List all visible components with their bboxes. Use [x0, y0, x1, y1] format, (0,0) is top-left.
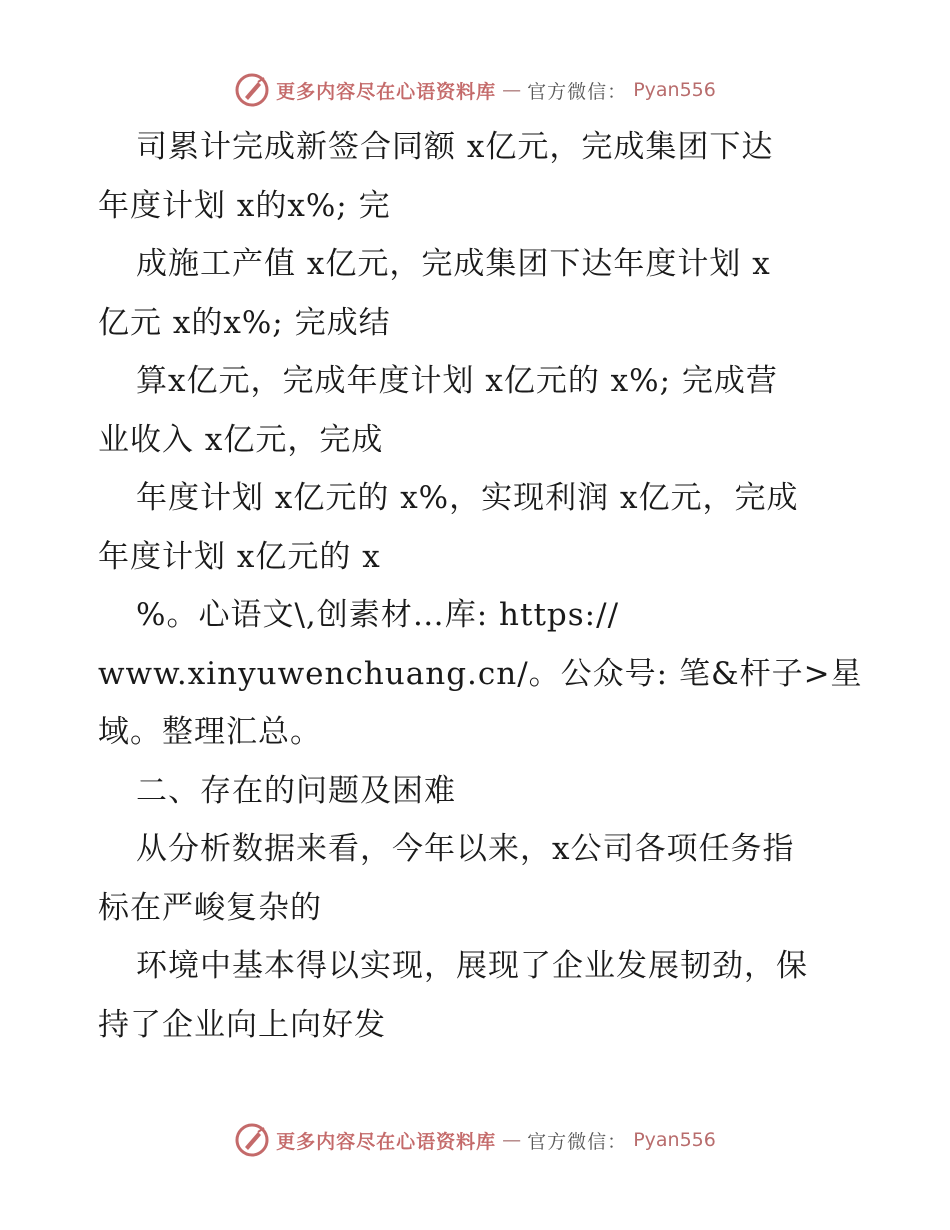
watermark-main-text: 更多内容尽在心语资料库 — [276, 1130, 497, 1153]
text-line: 业收入 x亿元，完成 — [98, 421, 384, 458]
watermark-header — [0, 70, 950, 110]
text-line: 亿元 x的x%; 完成结 — [98, 304, 391, 341]
text-line: 年度计划 x的x%; 完 — [98, 187, 391, 224]
text-line: 司累计完成新签合同额 x亿元，完成集团下达 — [136, 129, 774, 165]
text-line: 从分析数据来看，今年以来，x公司各项任务指 — [136, 831, 795, 867]
watermark-wechat-id: Pyan556 — [633, 1129, 716, 1151]
text-line: 持了企业向上向好发 — [98, 1006, 386, 1043]
text-line: 环境中基本得以实现，展现了企业发展韧劲，保 — [136, 948, 808, 984]
watermark-wechat-label: 官方微信： — [527, 80, 628, 103]
text-line: 二、存在的问题及困难 — [136, 772, 456, 809]
text-line: 算x亿元，完成年度计划 x亿元的 x%; 完成营 — [136, 363, 778, 399]
document-body — [98, 118, 868, 1054]
quill-logo-icon — [234, 72, 270, 108]
text-line: 成施工产值 x亿元，完成集团下达年度计划 x — [136, 246, 771, 282]
text-line: www.xinyuwenchuang.cn/。公众号: 笔&杆子>星 — [98, 655, 863, 692]
text-line: 标在严峻复杂的 — [98, 889, 322, 926]
quill-logo-icon — [234, 1122, 270, 1158]
watermark-dash: — — [502, 79, 522, 101]
text-line: 年度计划 x亿元的 x%，实现利润 x亿元，完成 — [136, 480, 799, 516]
watermark-main-text: 更多内容尽在心语资料库 — [276, 80, 497, 103]
watermark-footer — [0, 1120, 950, 1160]
watermark-wechat-id: Pyan556 — [633, 79, 716, 101]
text-line: 域。整理汇总。 — [98, 714, 322, 750]
watermark-dash: — — [502, 1129, 522, 1151]
text-line: %。心语文\,创素材…库: https:// — [136, 597, 620, 633]
watermark-wechat-label: 官方微信： — [527, 1130, 628, 1153]
text-line: 年度计划 x亿元的 x — [98, 538, 381, 575]
